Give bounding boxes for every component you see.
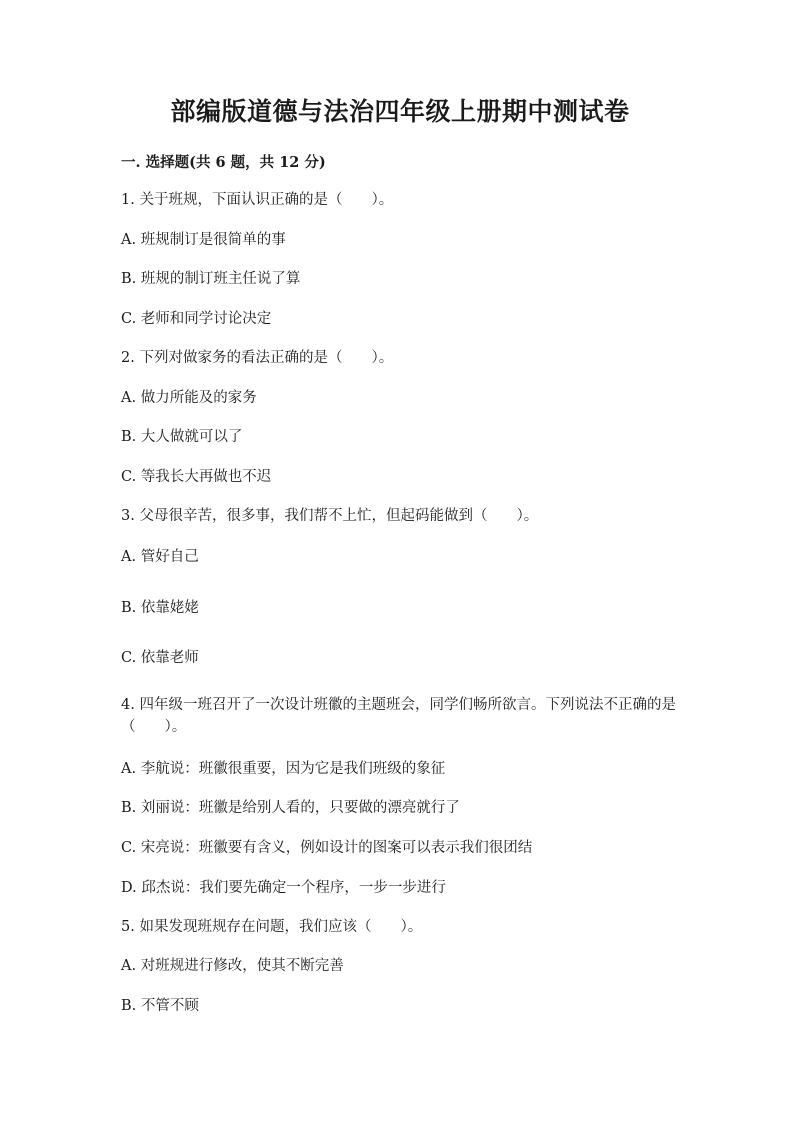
answer-option[interactable]: A. 李航说：班徽很重要，因为它是我们班级的象征	[121, 761, 446, 777]
answer-option[interactable]: C. 等我长大再做也不迟	[121, 469, 272, 485]
answer-option[interactable]: A. 对班规进行修改，使其不断完善	[121, 958, 344, 974]
answer-option[interactable]: C. 老师和同学讨论决定	[121, 311, 272, 327]
answer-option[interactable]: A. 班规制订是很简单的事	[121, 232, 286, 248]
answer-option[interactable]: D. 邱杰说：我们要先确定一个程序，一步一步进行	[121, 880, 446, 896]
answer-option[interactable]: B. 不管不顾	[121, 998, 199, 1014]
answer-option[interactable]: A. 管好自己	[121, 549, 199, 565]
answer-option[interactable]: B. 刘丽说：班徽是给别人看的，只要做的漂亮就行了	[121, 800, 460, 816]
answer-option[interactable]: B. 依靠姥姥	[121, 600, 199, 616]
question-stem: 1. 关于班规，下面认识正确的是（ ）。	[121, 192, 394, 208]
page-title: 部编版道德与法治四年级上册期中测试卷	[170, 97, 630, 126]
question-stem: 2. 下列对做家务的看法正确的是（ ）。	[121, 350, 394, 366]
question-stem: 4. 四年级一班召开了一次设计班徽的主题班会，同学们畅所欲言。下列说法不正确的是（ ）。	[121, 697, 676, 735]
answer-option[interactable]: A. 做力所能及的家务	[121, 390, 257, 406]
section-header: 一. 选择题(共 6 题，共 12 分)	[121, 154, 326, 171]
answer-option[interactable]: B. 大人做就可以了	[121, 429, 243, 445]
answer-option[interactable]: C. 依靠老师	[121, 650, 199, 666]
answer-option[interactable]: C. 宋亮说：班徽要有含义，例如设计的图案可以表示我们很团结	[121, 840, 533, 856]
question-stem: 3. 父母很辛苦，很多事，我们帮不上忙，但起码能做到（ ）。	[121, 508, 539, 524]
answer-option[interactable]: B. 班规的制订班主任说了算	[121, 271, 301, 287]
question-stem: 5. 如果发现班规存在问题，我们应该（ ）。	[121, 919, 423, 935]
